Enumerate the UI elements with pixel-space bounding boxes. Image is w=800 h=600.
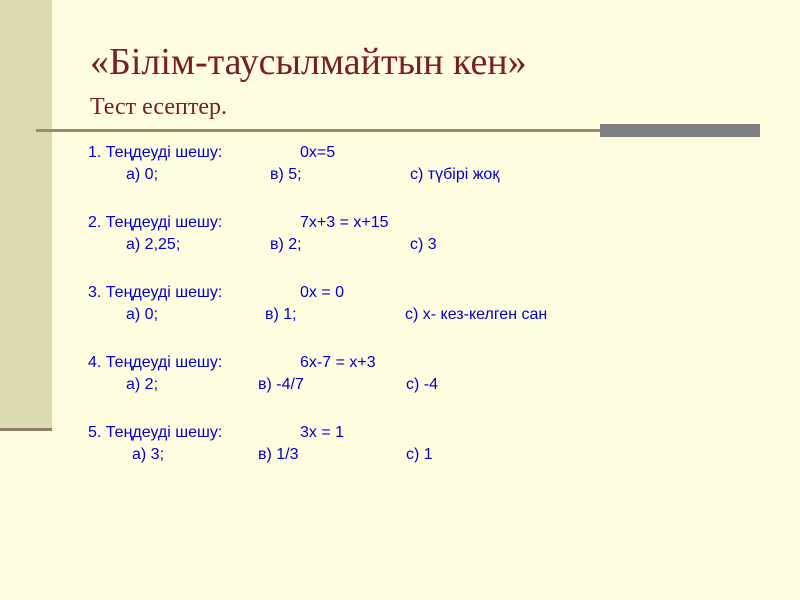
question-equation: 0х = 0: [300, 284, 345, 301]
divider-accent: [600, 124, 760, 137]
option-b: в) 1/3: [258, 446, 299, 463]
option-b: в) 5;: [270, 166, 302, 183]
option-b: в) 1;: [265, 306, 297, 323]
option-b: в) 2;: [270, 236, 302, 253]
option-c: с) -4: [406, 376, 438, 393]
question-label: 1. Теңдеуді шешу:: [88, 144, 223, 161]
question-equation: 7х+3 = х+15: [300, 214, 389, 231]
title-block: [90, 38, 527, 122]
question-label: 2. Теңдеуді шешу:: [88, 214, 223, 231]
option-c: с) түбірі жоқ: [410, 166, 500, 183]
option-a: а) 2,25;: [126, 236, 181, 253]
slide-subtitle: Тест есептер.: [90, 94, 227, 120]
question-equation: 3х = 1: [300, 424, 345, 441]
option-c: с) 1: [406, 446, 433, 463]
option-a: а) 0;: [126, 166, 159, 183]
question-label: 5. Теңдеуді шешу:: [88, 424, 223, 441]
question-equation: 0х=5: [300, 144, 336, 161]
option-a: а) 0;: [126, 306, 159, 323]
option-c: с) 3: [410, 236, 437, 253]
question-equation: 6х-7 = х+3: [300, 354, 376, 371]
question-label: 3. Теңдеуді шешу:: [88, 284, 223, 301]
option-b: в) -4/7: [258, 376, 304, 393]
option-a: а) 3;: [132, 446, 165, 463]
slide-title: «Білім-таусылмайтын кен»: [90, 41, 527, 83]
sidebar-decoration: [0, 0, 52, 431]
question-label: 4. Теңдеуді шешу:: [88, 354, 223, 371]
option-a: а) 2;: [126, 376, 159, 393]
option-c: с) х- кез-келген сан: [405, 306, 548, 323]
